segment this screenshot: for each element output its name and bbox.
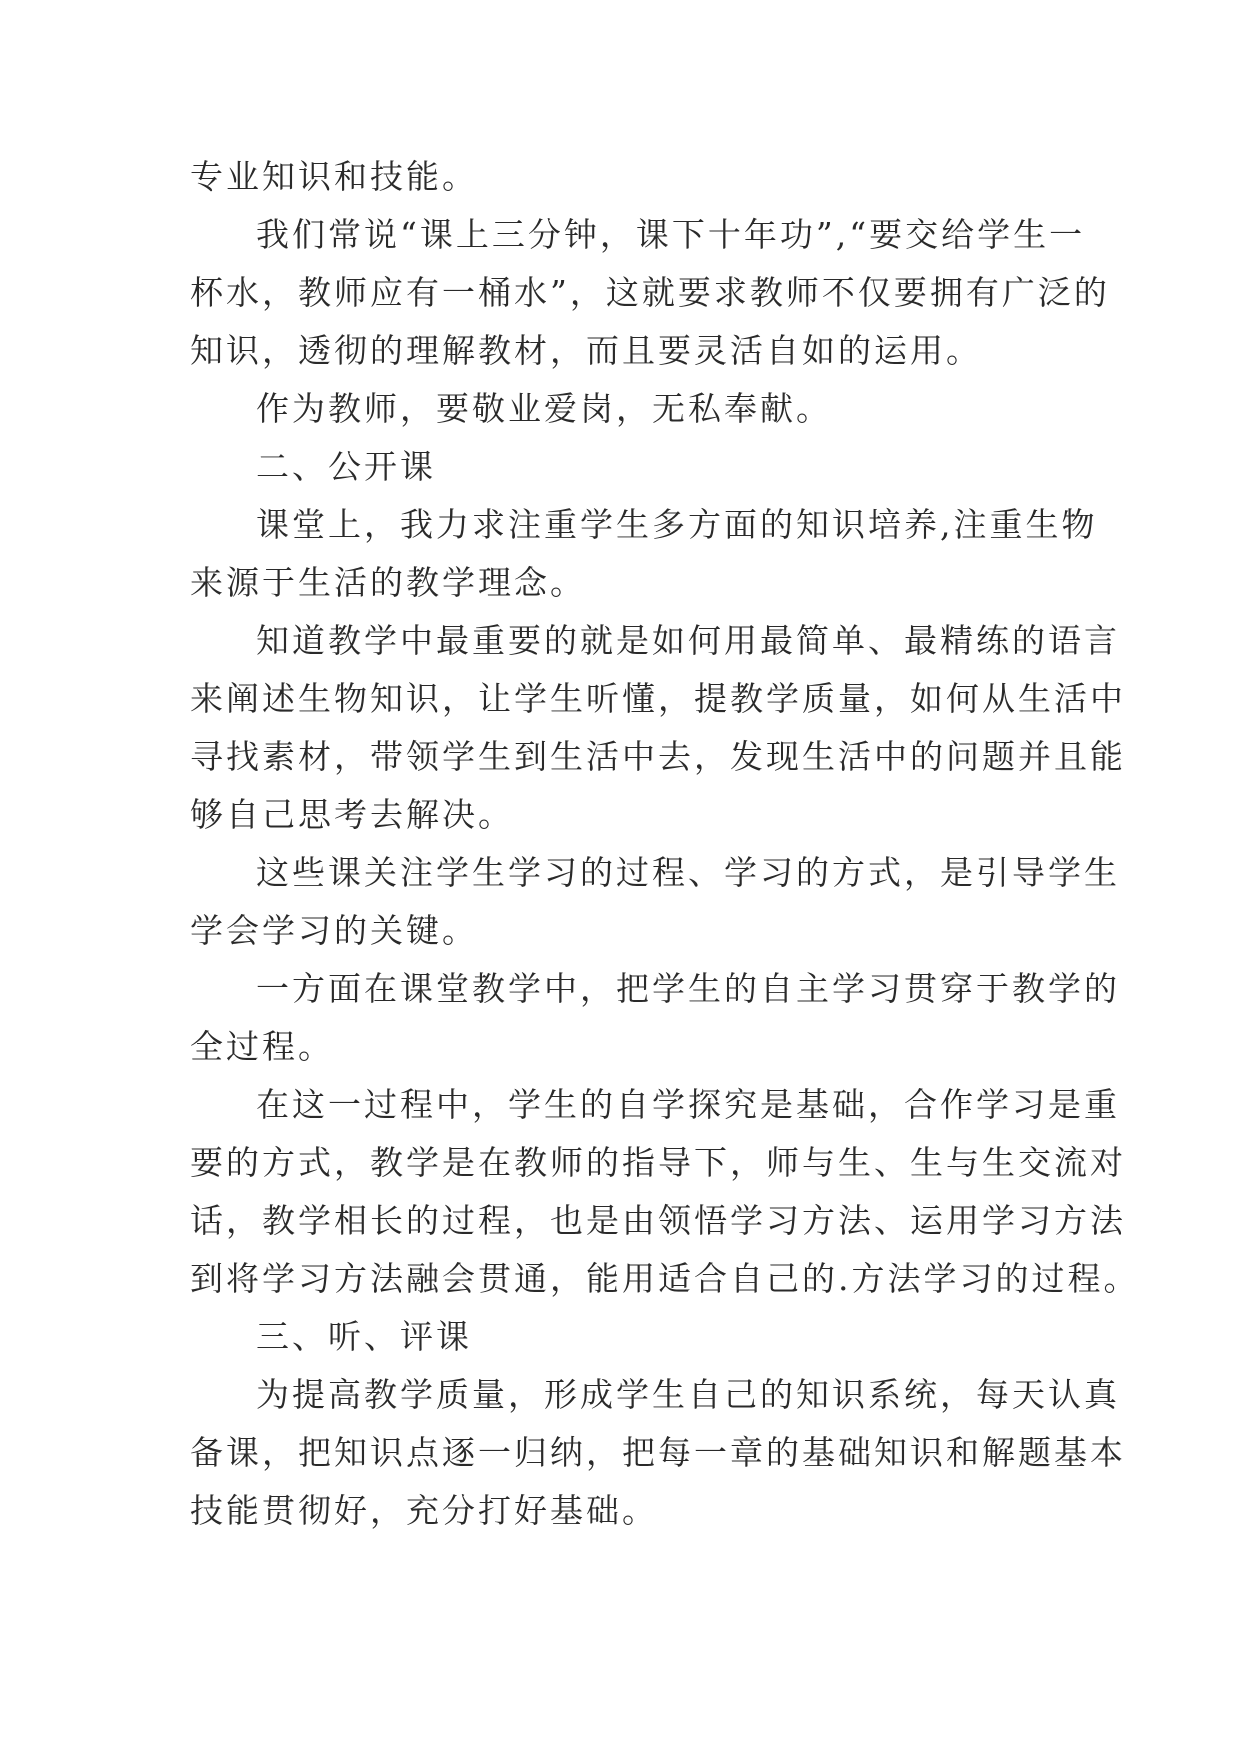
text-line: 知识，透彻的理解教材，而且要灵活自如的运用。 xyxy=(190,331,982,370)
text-line: 话，教学相长的过程，也是由领悟学习方法、运用学习方法 xyxy=(190,1201,1126,1240)
text-line: 课堂上，我力求注重学生多方面的知识培养,注重生物 xyxy=(256,505,1098,544)
text-line: 来源于生活的教学理念。 xyxy=(190,563,586,602)
text-line: 技能贯彻好，充分打好基础。 xyxy=(190,1491,658,1530)
text-line: 作为教师，要敬业爱岗，无私奉献。 xyxy=(256,389,832,428)
text-line: 够自己思考去解决。 xyxy=(190,795,514,834)
text-line: 我们常说“课上三分钟，课下十年功”,“要交给学生一 xyxy=(256,215,1086,254)
text-line: 学会学习的关键。 xyxy=(190,911,478,950)
text-line: 要的方式，教学是在教师的指导下，师与生、生与生交流对 xyxy=(190,1143,1126,1182)
text-line: 专业知识和技能。 xyxy=(190,157,478,196)
text-line: 为提高教学质量，形成学生自己的知识系统，每天认真 xyxy=(256,1375,1120,1414)
section-heading: 二、公开课 xyxy=(256,447,436,486)
text-line: 知道教学中最重要的就是如何用最简单、最精练的语言 xyxy=(256,621,1120,660)
text-line: 到将学习方法融会贯通，能用适合自己的.方法学习的过程。 xyxy=(190,1259,1140,1298)
text-line: 这些课关注学生学习的过程、学习的方式，是引导学生 xyxy=(256,853,1120,892)
text-line: 杯水，教师应有一桶水”，这就要求教师不仅要拥有广泛的 xyxy=(190,273,1110,312)
text-line: 在这一过程中，学生的自学探究是基础，合作学习是重 xyxy=(256,1085,1120,1124)
text-line: 全过程。 xyxy=(190,1027,334,1066)
section-heading: 三、听、评课 xyxy=(256,1317,472,1356)
text-line: 一方面在课堂教学中，把学生的自主学习贯穿于教学的 xyxy=(256,969,1120,1008)
text-line: 来阐述生物知识，让学生听懂，提教学质量，如何从生活中 xyxy=(190,679,1126,718)
text-line: 寻找素材，带领学生到生活中去，发现生活中的问题并且能 xyxy=(190,737,1126,776)
text-line: 备课，把知识点逐一归纳，把每一章的基础知识和解题基本 xyxy=(190,1433,1126,1472)
